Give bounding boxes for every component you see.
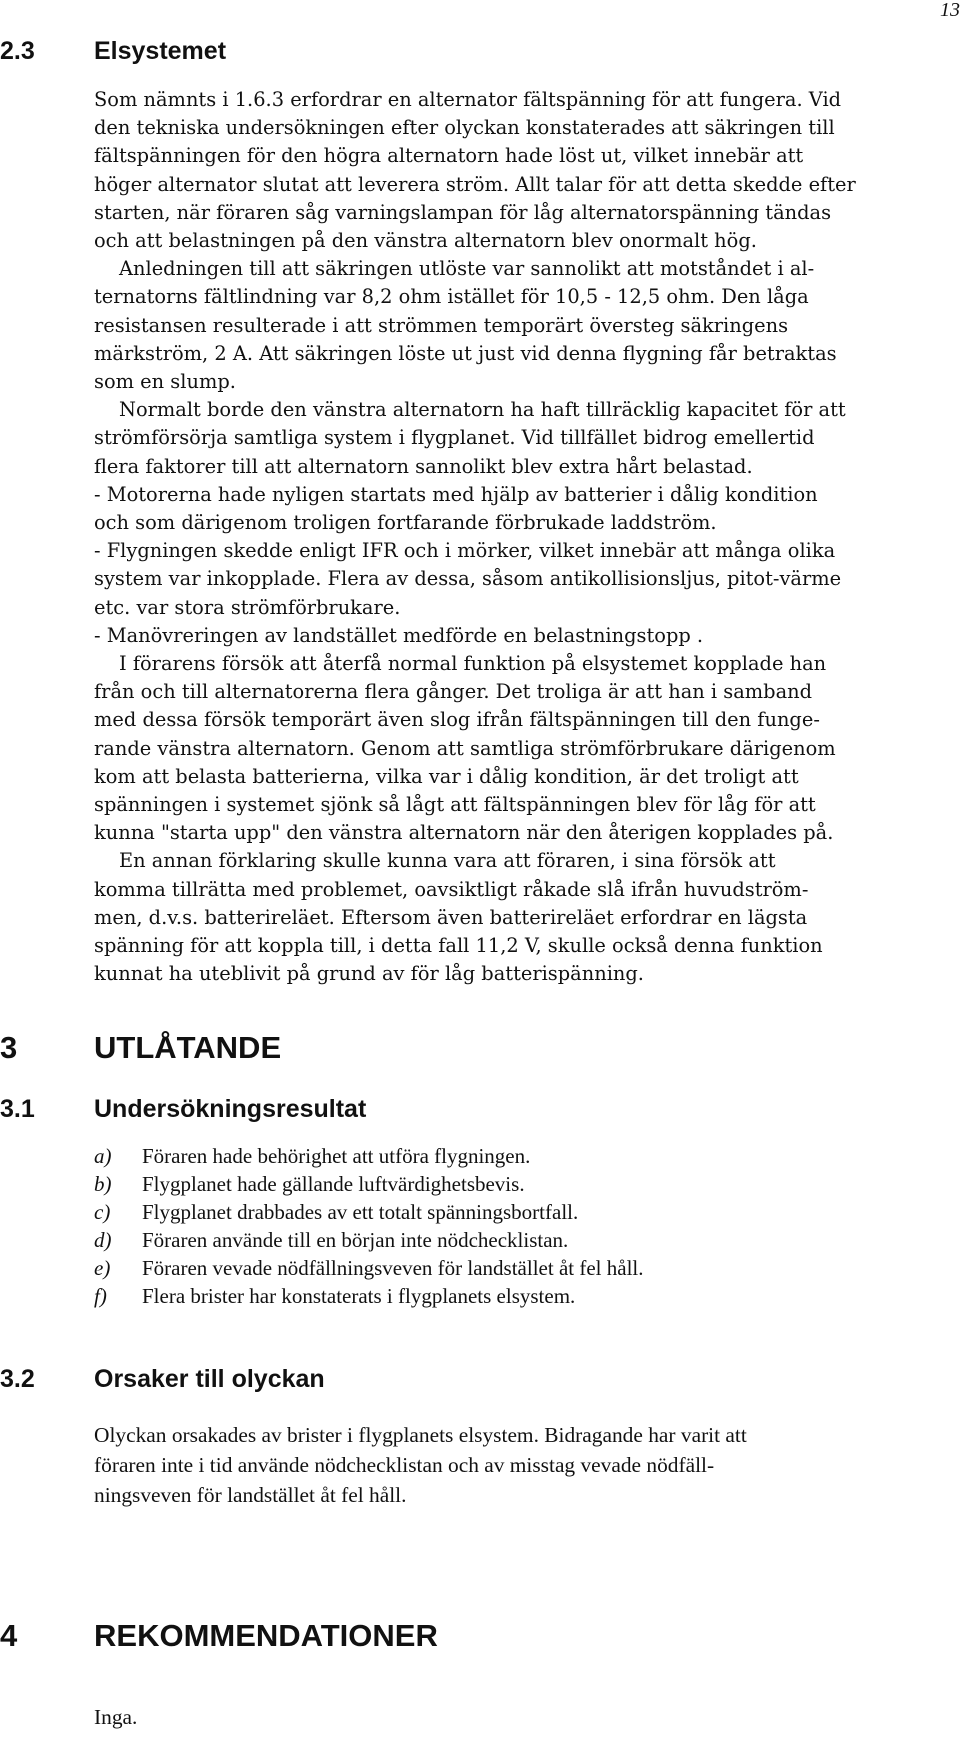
list-item (94, 1282, 956, 1310)
text-line: kunna "starta upp" den vänstra alternatorn när den återigen kopplades på. (94, 821, 834, 845)
text-line: - Manövreringen av landstället medförde en belastningstopp . (94, 623, 704, 647)
findings-list (94, 1142, 956, 1310)
section-title: Elsystemet (94, 37, 227, 65)
list-text: Föraren använde till en början inte nödchecklistan. (142, 1228, 569, 1252)
list-item (94, 1142, 956, 1170)
text-line: ningsveven för landstället åt fel håll. (94, 1483, 407, 1507)
list-text: Flera brister har konstaterats i flygplanets elsystem. (142, 1284, 576, 1308)
text-line: Inga. (94, 1705, 138, 1729)
section-number: 2.3 (0, 37, 35, 65)
text-line: Anledningen till att säkringen utlöste var sannolikt att motståndet i al- (119, 257, 815, 281)
list-marker: c) (94, 1200, 111, 1224)
text-line: En annan förklaring skulle kunna vara att föraren, i sina försök att (119, 849, 776, 873)
text-line: Som nämnts i 1.6.3 erfordrar en alternator fältspänning för att fungera. Vid (94, 88, 842, 111)
text-line: Olyckan orsakades av brister i flygplanets elsystem. Bidragande har varit att (94, 1423, 747, 1447)
page-number: 13 (940, 0, 960, 21)
list-text: Flygplanet hade gällande luftvärdighetsbevis. (142, 1172, 525, 1196)
text-line: märkström, 2 A. Att säkringen löste ut just vid denna flygning får betraktas (94, 341, 837, 365)
text-line: komma tillrätta med problemet, oavsiktligt råkade slå ifrån huvudström- (94, 877, 809, 901)
text-line: den tekniska undersökningen efter olyckan konstaterades att säkringen till (94, 116, 835, 140)
list-item (94, 1198, 956, 1226)
text-line: I förarens försök att återfå normal funktion på elsystemet kopplade han (119, 652, 827, 676)
list-text: Föraren vevade nödfällningsveven för landstället åt fel håll. (142, 1256, 644, 1280)
list-text: Flygplanet drabbades av ett totalt spänningsbortfall. (142, 1200, 579, 1224)
section-heading-4 (0, 1618, 438, 1654)
text-line: fältspänningen för den högra alternatorn hade löst ut, vilket innebär att (94, 144, 804, 168)
text-line: rande vänstra alternatorn. Genom att samtliga strömförbrukare därigenom (94, 736, 836, 760)
list-marker: d) (94, 1228, 112, 1252)
section-title: Orsaker till olyckan (94, 1365, 325, 1393)
text-line: - Flygningen skedde enligt IFR och i mörker, vilket innebär att många olika (94, 539, 836, 563)
section-title: UTLÅTANDE (94, 1030, 282, 1065)
text-line: flera faktorer till att alternatorn sannolikt blev extra hårt belastad. (94, 454, 753, 478)
list-marker: b) (94, 1172, 112, 1196)
text-line: spänningen i systemet sjönk så lågt att fältspänningen blev för låg för att (94, 793, 816, 817)
text-line: starten, när föraren såg varningslampan för låg alternatorspänning tändas (94, 200, 832, 224)
text-line: föraren inte i tid använde nödchecklistan och av misstag vevade nödfäll- (94, 1453, 715, 1477)
text-line: ternatorns fältlindning var 8,2 ohm istället för 10,5 - 12,5 ohm. Den låga (94, 285, 809, 309)
section-number: 3 (0, 1030, 18, 1065)
list-item (94, 1254, 956, 1282)
list-item (94, 1170, 956, 1198)
section-4-body (94, 1702, 956, 1732)
section-heading-3-2 (0, 1364, 325, 1394)
list-text: Föraren hade behörighet att utföra flygningen. (142, 1144, 531, 1168)
text-line: Normalt borde den vänstra alternatorn ha haft tillräcklig kapacitet för att (119, 398, 846, 422)
list-item (94, 1226, 956, 1254)
text-line: kunnat ha uteblivit på grund av för låg batterispänning. (94, 962, 644, 986)
section-2-3-body (94, 86, 956, 989)
text-line: - Motorerna hade nyligen startats med hjälp av batterier i dålig kondition (94, 482, 818, 506)
section-title: Undersökningsresultat (94, 1095, 367, 1123)
section-heading-3-1 (0, 1094, 366, 1124)
text-line: med dessa försök temporärt även slog ifrån fältspänningen till den funge- (94, 708, 820, 732)
text-line: etc. var stora strömförbrukare. (94, 595, 401, 619)
section-3-2-body (94, 1420, 956, 1510)
text-line: kom att belasta batterierna, vilka var i dålig kondition, är det troligt att (94, 764, 799, 788)
text-line: resistansen resulterade i att strömmen temporärt översteg säkringens (94, 313, 789, 337)
text-line: strömförsörja samtliga system i flygplanet. Vid tillfället bidrog emellertid (94, 426, 815, 450)
list-marker: a) (94, 1144, 112, 1168)
text-line: höger alternator slutat att leverera ström. Allt talar för att detta skedde efter (94, 172, 856, 196)
list-marker: e) (94, 1256, 111, 1280)
section-number: 3.2 (0, 1365, 35, 1393)
text-line: system var inkopplade. Flera av dessa, såsom antikollisionsljus, pitot-värme (94, 567, 842, 591)
section-title: REKOMMENDATIONER (94, 1618, 438, 1653)
text-line: som en slump. (94, 370, 236, 394)
section-number: 4 (0, 1618, 18, 1653)
text-line: och som därigenom troligen fortfarande förbrukade laddström. (94, 511, 717, 535)
section-heading-2-3 (0, 36, 226, 66)
list-marker: f) (94, 1284, 107, 1308)
text-line: men, d.v.s. batterireläet. Eftersom även batterireläet erfordrar en lägsta (94, 905, 808, 929)
text-line: från och till alternatorerna flera gånger. Det troliga är att han i samband (94, 680, 813, 704)
text-line: spänning för att koppla till, i detta fall 11,2 V, skulle också denna funktion (94, 934, 823, 958)
text-line: och att belastningen på den vänstra alternatorn blev onormalt hög. (94, 229, 757, 253)
section-heading-3 (0, 1030, 281, 1066)
section-number: 3.1 (0, 1095, 35, 1123)
